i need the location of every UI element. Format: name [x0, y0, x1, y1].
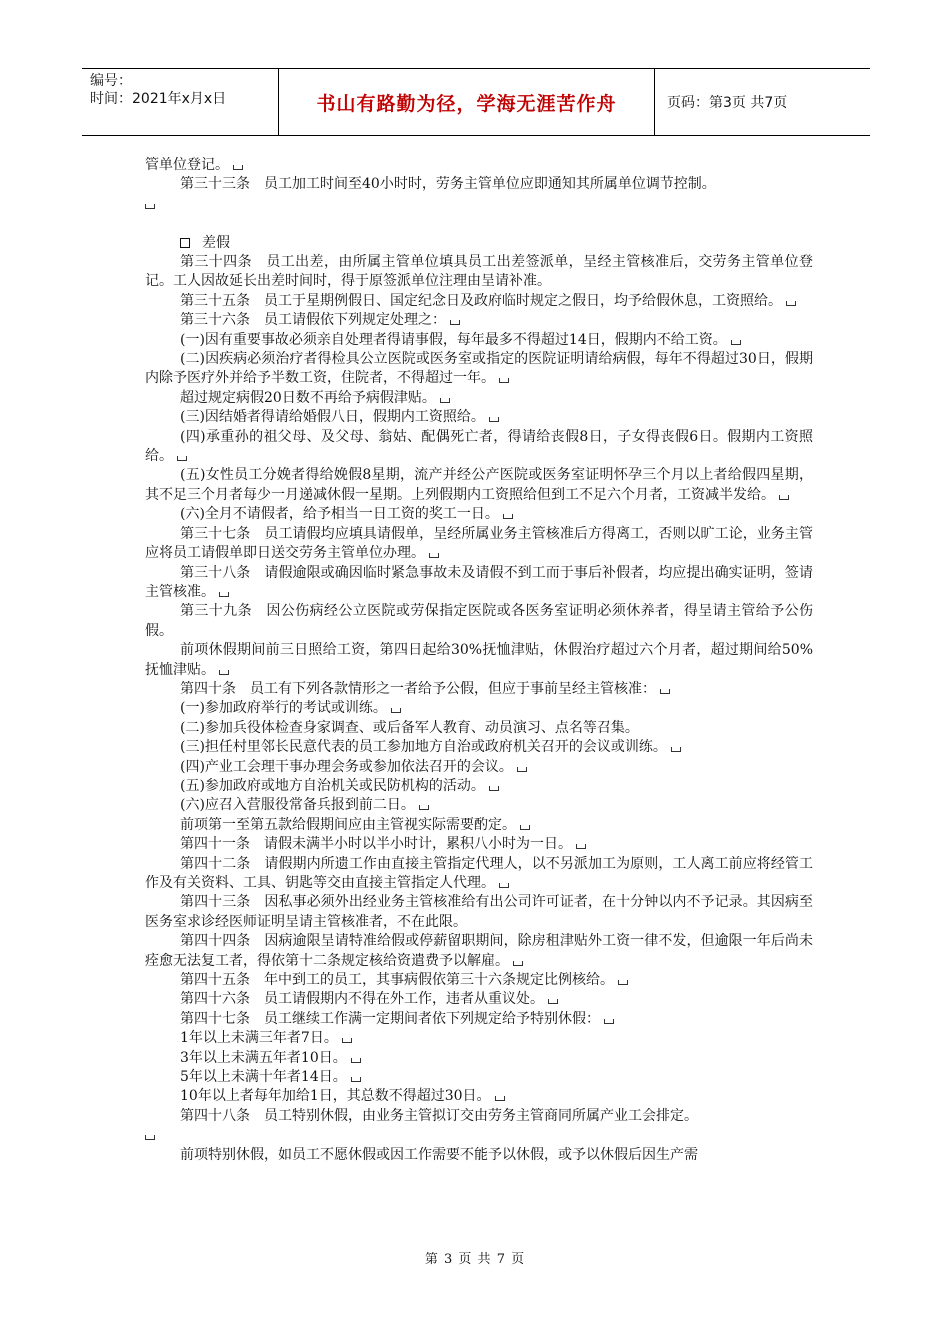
paragraph-22: (六)应召入营服役常备兵报到前二日。: [145, 796, 813, 815]
header-page-info: 页码：第3页 共7页: [667, 95, 788, 111]
paragraph-20: (四)产业工会理干事办理会务或参加依法召开的会议。: [145, 758, 813, 777]
paragraph-mark-icon: [440, 398, 450, 403]
paragraph-12: 第三十七条 员工请假均应填具请假单，呈经所属业务主管核准后方得离工，否则以旷工论，业务主管应将员工请假单即日送交劳务主管单位办理。: [145, 525, 813, 562]
paragraph-mark-icon: [450, 320, 460, 325]
paragraph-18: (二)参加兵役体检查身家调查、或后备军人教育、动员演习、点名等召集。: [180, 719, 639, 736]
paragraph-35: 第四十八条 员工特别休假，由业务主管拟订交由劳务主管商同所属产业工会排定。: [145, 1107, 813, 1146]
paragraph-mark-icon: [419, 805, 429, 810]
paragraph-mark-icon: [233, 165, 243, 170]
paragraph-mark-icon: [429, 553, 439, 558]
paragraph-30: 第四十七条 员工继续工作满一定期间者依下列规定给予特别休假：: [145, 1010, 813, 1029]
paragraph-mark-icon: [351, 1058, 361, 1063]
paragraph-31: 1年以上未满三年者7日。: [145, 1029, 813, 1048]
paragraph-mark-icon: [520, 825, 530, 830]
paragraph-mark-icon: [177, 456, 187, 461]
paragraph-32: 3年以上未满五年者10日。: [145, 1049, 813, 1068]
paragraph-8: (三)因结婚者得请给婚假八日，假期内工资照给。: [145, 408, 813, 427]
document-time-label: 时间：2021年x月x日: [90, 91, 227, 107]
paragraph-mark-icon: [351, 1077, 361, 1082]
paragraph-17: (一)参加政府举行的考试或训练。: [145, 699, 813, 718]
paragraph-15: 前项休假期间前三日照给工资，第四日起给30%抚恤津贴，休假治疗超过六个月者，超过期间给50%抚恤津贴。: [145, 642, 813, 678]
paragraph-3: 第三十五条 员工于星期例假日、国定纪念日及政府临时规定之假日，均予给假休息，工资照给。: [145, 292, 813, 311]
section-heading: 差假: [145, 234, 813, 253]
paragraph-7: 超过规定病假20日数不再给予病假津贴。: [145, 389, 813, 408]
paragraph-25: 第四十二条 请假期内所遗工作由直接主管指定代理人，以不另派加工为原则，工人离工前应将经管工作及有关资料、工具、钥匙等交由直接主管指定人代理。: [145, 855, 813, 892]
paragraph-mark-icon: [219, 670, 229, 675]
paragraph-2: 第三十四条 员工出差，由所属主管单位填具员工出差签派单，呈经主管核准后，交劳务主管单位登记。工人因故延长出差时间时，得于原签派单位注理由呈请补准。: [145, 254, 813, 290]
paragraph-16: 第四十条 员工有下列各款情形之一者给予公假，但应于事前呈经主管核准：: [145, 680, 813, 699]
paragraph-mark-icon: [499, 378, 509, 383]
header-meta: [82, 69, 279, 135]
paragraph-list: [145, 253, 813, 1165]
paragraph-11: (六)全月不请假者，给予相当一日工资的奖工一日。: [145, 505, 813, 524]
paragraph-mark-icon: [779, 495, 789, 500]
paragraph-mark-icon: [604, 1019, 614, 1024]
paragraph-1: 第三十三条 员工加工时间至40小时时，劳务主管单位应即通知其所属单位调节控制。: [145, 175, 813, 214]
paragraph-28: 第四十五条 年中到工的员工，其事病假依第三十六条规定比例核给。: [145, 971, 813, 990]
paragraph-mark-icon: [671, 747, 681, 752]
paragraph-14: 第三十九条 因公伤病经公立医院或劳保指定医院或各医务室证明必须休养者，得呈请主管给予公伤假。: [145, 603, 813, 639]
paragraph-26: 第四十三条 因私事必须外出经业务主管核准给有出公司许可证者，在十分钟以内不予记录。其因病至医务室求诊经医师证明呈请主管核准者，不在此限。: [145, 894, 813, 930]
paragraph-0: 管单位登记。: [145, 156, 813, 175]
paragraph-27: 第四十四条 因病逾限呈请特准给假或停薪留职期间，除房租津贴外工资一律不发，但逾限一年后尚未痊愈无法复工者，得依第十二条规定核给资遣费予以解雇。: [145, 933, 813, 969]
paragraph-mark-icon: [219, 592, 229, 597]
paragraph-23: 前项第一至第五款给假期间应由主管视实际需要酌定。: [145, 816, 813, 835]
header-motto: 书山有路勤为径，学海无涯苦作舟: [279, 69, 655, 135]
paragraph-mark-icon: [786, 301, 796, 306]
paragraph-mark-icon: [576, 844, 586, 849]
paragraph-36: 前项特别休假，如员工不愿休假或因工作需要不能予以休假，或予以休假后因生产需: [180, 1146, 698, 1163]
paragraph-mark-icon: [145, 204, 155, 209]
paragraph-mark-icon: [342, 1038, 352, 1043]
paragraph-mark-icon: [731, 340, 741, 345]
document-number-label: 编号：: [90, 73, 132, 89]
paragraph-mark-icon: [548, 999, 558, 1004]
paragraph-mark-icon: [489, 417, 499, 422]
paragraph-4: 第三十六条 员工请假依下列规定处理之：: [145, 311, 813, 330]
paragraph-13: 第三十八条 请假逾限或确因临时紧急事故未及请假不到工而于事后补假者，均应提出确实证明，签请主管核准。: [145, 564, 813, 600]
page-footer: 第 3 页 共 7 页: [424, 1252, 526, 1267]
paragraph-mark-icon: [495, 1096, 505, 1101]
paragraph-mark-icon: [618, 980, 628, 985]
blank-line: [145, 214, 813, 233]
paragraph-mark-icon: [503, 514, 513, 519]
paragraph-mark-icon: [499, 883, 509, 888]
paragraph-9: (四)承重孙的祖父母、及父母、翁姑、配偶死亡者，得请给丧假8日，子女得丧假6日。假期内工资照给。: [145, 428, 813, 465]
paragraph-6: (二)因疾病必须治疗者得检具公立医院或医务室或指定的医院证明请给病假，每年不得超过30日，假期内除予医疗外并给予半数工资，住院者，不得超过一年。: [145, 351, 813, 387]
paragraph-19: (三)担任村里邻长民意代表的员工参加地方自治或政府机关召开的会议或训练。: [145, 738, 813, 757]
paragraph-mark-icon: [391, 708, 401, 713]
paragraph-10: (五)女性员工分娩者得给娩假8星期，流产并经公产医院或医务室证明怀孕三个月以上者给假四星期，其不足三个月者每少一月递减休假一星期。上列假期内工资照给但到工不足六个月者，工资减半发给。: [145, 467, 813, 503]
paragraph-34: 10年以上者每年加给1日，其总数不得超过30日。: [145, 1087, 813, 1106]
paragraph-mark-icon: [513, 961, 523, 966]
paragraph-21: (五)参加政府或地方自治机关或民防机构的活动。: [145, 777, 813, 796]
paragraph-24: 第四十一条 请假未满半小时以半小时计，累积八小时为一日。: [145, 835, 813, 854]
page-header: [82, 68, 870, 136]
paragraph-mark-icon: [489, 786, 499, 791]
paragraph-29: 第四十六条 员工请假期内不得在外工作，违者从重议处。: [145, 990, 813, 1009]
paragraph-mark-icon: [660, 689, 670, 694]
checkbox-icon: [180, 238, 190, 248]
document-body: [145, 156, 813, 1165]
paragraph-mark-icon: [145, 1135, 155, 1140]
paragraph-mark-icon: [517, 767, 527, 772]
paragraph-5: (一)因有重要事故必须亲自处理者得请事假，每年最多不得超过14日，假期内不给工资。: [145, 331, 813, 350]
paragraph-33: 5年以上未满十年者14日。: [145, 1068, 813, 1087]
